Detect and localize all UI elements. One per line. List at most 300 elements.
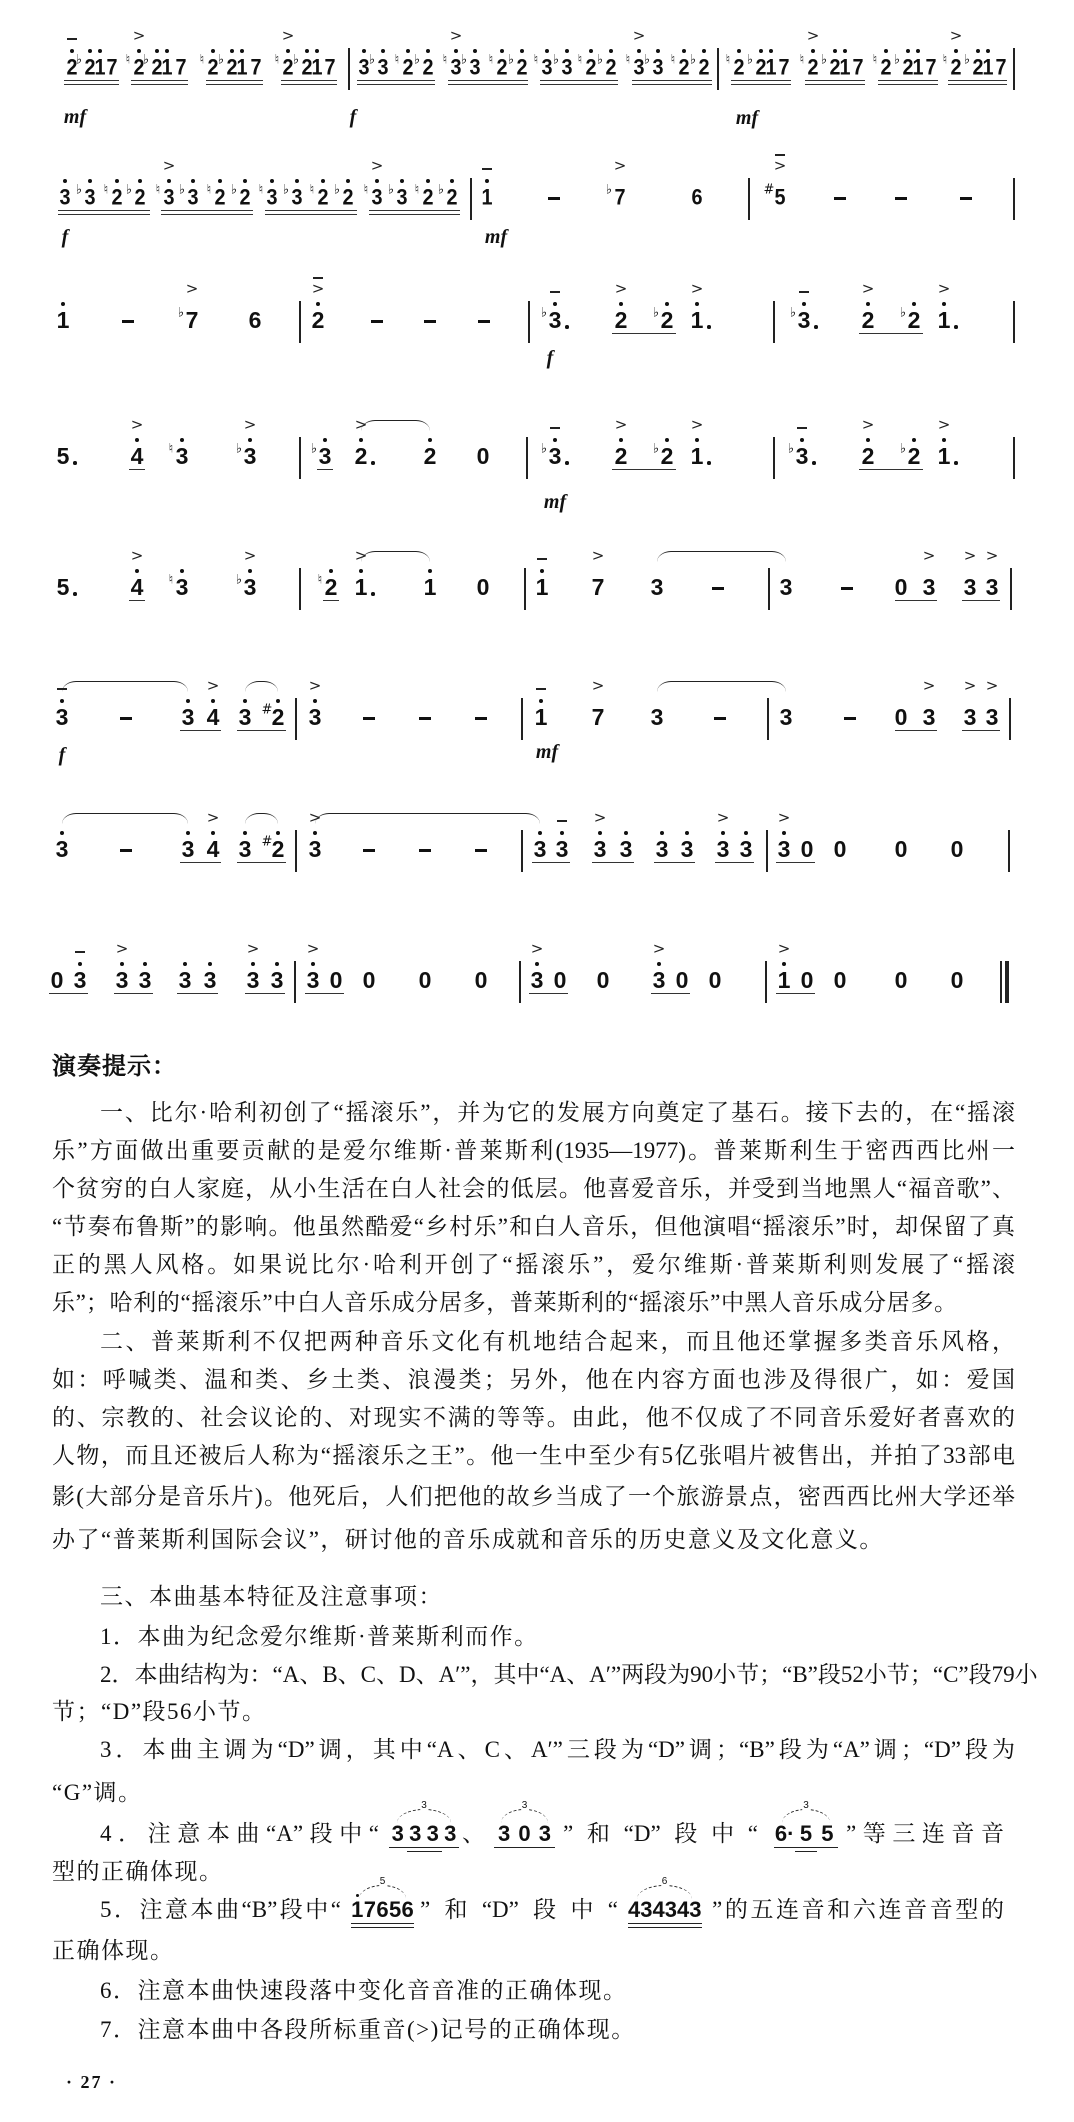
high-octave-dot xyxy=(218,179,222,183)
note-digit: 3 xyxy=(308,704,322,731)
paragraph-2-line: 如：呼喊类、温和类、乡土类、浪漫类；另外，他在内容方面也涉及得很广，如：爱国 xyxy=(52,1367,1015,1392)
note-digit: 2 xyxy=(605,54,617,80)
paragraph-1-line: 个贫穷的白人家庭，从小生活在白人社会的低层。他喜爱音乐，并受到当地黑人“福音歌”、 xyxy=(52,1176,1015,1201)
note-digit: 3 xyxy=(680,836,694,863)
duration-underline xyxy=(776,993,815,994)
note-digit: 3 xyxy=(203,967,217,994)
list-item-4-cont: 型的正确体现。 xyxy=(52,1859,224,1884)
high-octave-dot xyxy=(560,831,564,835)
note-digit: 2 xyxy=(214,184,226,210)
high-octave-dot xyxy=(211,831,215,835)
accent-mark-icon: > xyxy=(937,279,951,298)
accent-mark-icon: > xyxy=(937,415,951,434)
high-octave-dot xyxy=(191,179,195,183)
natural-icon: ♮ xyxy=(942,52,948,68)
high-octave-dot xyxy=(782,831,786,835)
note-digit: 2 xyxy=(861,443,875,470)
duration-underline xyxy=(776,862,815,863)
barline xyxy=(1013,178,1015,220)
note-digit: 0 xyxy=(833,836,847,863)
note-digit: 2 xyxy=(660,443,674,470)
tuplet-note: 4 xyxy=(677,1897,690,1922)
duration-underline xyxy=(369,210,460,211)
dash-mark xyxy=(120,849,132,852)
list-item-6: 6．注意本曲快速段落中变化音音准的正确体现。 xyxy=(100,1978,628,2003)
note-digit: 1 xyxy=(535,574,549,601)
high-octave-dot xyxy=(619,438,623,442)
high-octave-dot xyxy=(286,49,290,53)
duration-underline xyxy=(651,993,690,994)
duration-underline xyxy=(245,993,285,994)
accent-mark-icon: > xyxy=(593,808,607,827)
duration-underline xyxy=(805,84,865,85)
high-octave-dot xyxy=(802,302,806,306)
note-digit: 1 xyxy=(765,54,777,80)
augmentation-dot xyxy=(707,461,711,465)
flat-icon: ♭ xyxy=(963,52,971,68)
high-octave-dot xyxy=(473,49,477,53)
natural-icon: ♮ xyxy=(670,52,676,68)
high-octave-dot xyxy=(942,438,946,442)
note-digit: 0 xyxy=(50,967,64,994)
note-digit: 0 xyxy=(894,967,908,994)
note-digit: 2 xyxy=(282,54,294,80)
note-digit: 1 xyxy=(56,307,70,334)
note-digit: 0 xyxy=(476,443,490,470)
dynamic-mark: mf xyxy=(543,491,567,513)
tuplet-note: 6· xyxy=(774,1821,795,1846)
note-digit: 2 xyxy=(423,443,437,470)
barline xyxy=(1013,48,1015,90)
high-octave-dot xyxy=(135,569,139,573)
paragraph-1-line: 乐”；哈利的“摇滚乐”中白人音乐成分居多，普莱斯利的“摇滚乐”中黑人音乐成分居多。 xyxy=(52,1290,957,1315)
barline xyxy=(295,830,297,872)
note-digit: 3 xyxy=(779,574,793,601)
note-digit: 2 xyxy=(972,54,984,80)
note-digit: 0 xyxy=(800,967,814,994)
accent-mark-icon: > xyxy=(985,546,999,565)
high-octave-dot xyxy=(545,49,549,53)
note-digit: 2 xyxy=(733,54,745,80)
note-digit: 3 xyxy=(243,443,257,470)
dynamic-mark: f xyxy=(58,744,66,766)
high-octave-dot xyxy=(243,831,247,835)
note-digit: 7 xyxy=(995,54,1007,80)
note-digit: 3 xyxy=(396,184,408,210)
flat-icon: ♭ xyxy=(652,305,660,321)
accent-mark-icon: > xyxy=(243,546,257,565)
list-item-7: 7．注意本曲中各段所标重音(>)记号的正确体现。 xyxy=(100,2017,636,2042)
note-digit: 3 xyxy=(469,54,481,80)
note-digit: 3 xyxy=(181,836,195,863)
note-digit: 3 xyxy=(795,443,809,470)
triplet-figure xyxy=(774,1800,838,1849)
duration-underline xyxy=(859,333,923,334)
paragraph-2-line: 人物，而且还被后人称为“摇滚乐之王”。他一生中至少有5亿张唱片被售出，并拍了33部电 xyxy=(52,1443,1015,1468)
augmentation-dot xyxy=(814,325,818,329)
note-digit: 1 xyxy=(937,443,951,470)
note-digit: 4 xyxy=(206,836,220,863)
tenuto-mark xyxy=(550,291,560,293)
high-octave-dot xyxy=(426,49,430,53)
high-octave-dot xyxy=(759,49,763,53)
flat-icon: ♭ xyxy=(596,52,604,68)
note-digit: 3 xyxy=(238,704,252,731)
note-digit: 1 xyxy=(236,54,248,80)
paragraph-1-line: “节奏布鲁斯”的影响。他虽然酷爱“乡村乐”和白人音乐，但他演唱“摇滚乐”时，却保留了真 xyxy=(52,1214,1015,1239)
note-digit: 3 xyxy=(243,574,257,601)
note-digit: 2 xyxy=(755,54,767,80)
natural-icon: ♮ xyxy=(533,52,539,68)
note-digit: 2 xyxy=(614,307,628,334)
high-octave-dot xyxy=(866,302,870,306)
note-digit: 5 xyxy=(774,184,786,210)
note-digit: 2 xyxy=(133,54,145,80)
flat-icon: ♭ xyxy=(142,52,150,68)
accent-mark-icon: > xyxy=(963,676,977,695)
high-octave-dot xyxy=(866,438,870,442)
high-octave-dot xyxy=(135,438,139,442)
high-octave-dot xyxy=(450,179,454,183)
barline xyxy=(470,178,472,220)
note-digit: 0 xyxy=(708,967,722,994)
high-octave-dot xyxy=(426,179,430,183)
high-octave-dot xyxy=(208,962,212,966)
high-octave-dot xyxy=(270,179,274,183)
note-digit: 2 xyxy=(907,307,921,334)
note-digit: 0 xyxy=(474,967,488,994)
high-octave-dot xyxy=(520,49,524,53)
accent-mark-icon: > xyxy=(206,676,220,695)
note-digit: 3 xyxy=(593,836,607,863)
accent-mark-icon: > xyxy=(632,26,646,45)
high-octave-dot xyxy=(305,49,309,53)
note-digit: 2 xyxy=(239,184,251,210)
note-digit: 3 xyxy=(318,443,332,470)
note-digit: 2 xyxy=(614,443,628,470)
tuplet-note: 5 xyxy=(817,1821,838,1848)
high-octave-dot xyxy=(88,49,92,53)
note-digit: 1 xyxy=(937,307,951,334)
high-octave-dot xyxy=(275,962,279,966)
note-digit: 2 xyxy=(111,184,123,210)
barline xyxy=(295,698,297,740)
tuplet-note: 5 xyxy=(795,1821,816,1848)
dash-mark xyxy=(475,849,487,852)
tuplet-note: 3 xyxy=(535,1821,555,1848)
barline xyxy=(1008,830,1010,872)
note-digit: 2 xyxy=(446,184,458,210)
sharp-icon: # xyxy=(261,702,273,718)
high-octave-dot xyxy=(243,179,247,183)
high-octave-dot xyxy=(589,49,593,53)
duration-underline xyxy=(58,214,150,215)
duration-underline xyxy=(64,80,119,81)
high-octave-dot xyxy=(535,962,539,966)
barline xyxy=(717,48,719,90)
high-octave-dot xyxy=(321,179,325,183)
jianpu-score xyxy=(0,0,1074,1040)
sharp-icon: # xyxy=(261,834,273,850)
natural-icon: ♮ xyxy=(258,182,264,198)
note-digit: 0 xyxy=(418,967,432,994)
dynamic-mark: f xyxy=(349,106,357,128)
note-digit: 3 xyxy=(358,54,370,80)
note-digit: 2 xyxy=(84,54,96,80)
note-digit: 2 xyxy=(271,704,285,731)
slur-tie xyxy=(657,681,786,693)
slur-tie xyxy=(62,681,188,693)
note-digit: 3 xyxy=(450,54,462,80)
note-digit: 1 xyxy=(777,967,791,994)
natural-icon: ♮ xyxy=(103,182,109,198)
accent-mark-icon: > xyxy=(949,26,963,45)
duration-underline xyxy=(206,84,263,85)
note-digit: 4 xyxy=(130,443,144,470)
high-octave-dot xyxy=(248,569,252,573)
flat-icon: ♭ xyxy=(177,305,185,321)
note-digit: 2 xyxy=(516,54,528,80)
note-digit: 0 xyxy=(596,967,610,994)
natural-icon: ♮ xyxy=(394,52,400,68)
dash-mark xyxy=(122,320,134,323)
high-octave-dot xyxy=(243,699,247,703)
accent-mark-icon: > xyxy=(614,279,628,298)
high-octave-dot xyxy=(60,699,64,703)
duration-underline xyxy=(357,84,435,85)
section-3-title: 三、本曲基本特征及注意事项： xyxy=(100,1584,443,1609)
slur-tie xyxy=(361,420,430,432)
note-digit: 1 xyxy=(423,574,437,601)
duration-underline xyxy=(592,862,634,863)
tenuto-mark xyxy=(799,291,809,293)
flat-icon: ♭ xyxy=(413,52,421,68)
tenuto-mark xyxy=(557,820,567,822)
tenuto-mark xyxy=(550,427,560,429)
note-digit: 7 xyxy=(778,54,790,80)
list-item-4-text: ”和“D”段中“ xyxy=(563,1821,758,1846)
high-octave-dot xyxy=(295,179,299,183)
barline xyxy=(765,961,767,1003)
flat-icon: ♭ xyxy=(437,182,445,198)
note-digit: 6 xyxy=(691,184,703,210)
note-digit: 3 xyxy=(55,704,69,731)
note-digit: 0 xyxy=(950,967,964,994)
dash-mark xyxy=(371,320,383,323)
high-octave-dot xyxy=(884,49,888,53)
augmentation-dot xyxy=(371,461,375,465)
list-item-3: 3．本曲主调为“D”调，其中“A、C、A′”三段为“D”调；“B”段为“A”调；“D”段为 xyxy=(100,1737,1015,1762)
accent-mark-icon: > xyxy=(773,156,787,175)
barline xyxy=(766,830,768,872)
accent-mark-icon: > xyxy=(690,415,704,434)
note-digit: 1 xyxy=(161,54,173,80)
note-digit: 2 xyxy=(698,54,710,80)
note-digit: 3 xyxy=(115,967,129,994)
dash-mark xyxy=(419,717,431,720)
high-octave-dot xyxy=(685,831,689,835)
natural-icon: ♮ xyxy=(725,52,731,68)
high-octave-dot xyxy=(744,831,748,835)
note-digit: 3 xyxy=(777,836,791,863)
note-digit: 5 xyxy=(56,574,70,601)
note-digit: 5 xyxy=(56,443,70,470)
duration-underline xyxy=(731,84,791,85)
tuplet-note: 4 xyxy=(628,1897,641,1922)
note-digit: 2 xyxy=(134,184,146,210)
high-octave-dot xyxy=(428,438,432,442)
tenuto-mark xyxy=(537,558,547,560)
accent-mark-icon: > xyxy=(281,26,295,45)
barline xyxy=(1013,437,1015,479)
high-octave-dot xyxy=(167,179,171,183)
note-digit: 3 xyxy=(163,184,175,210)
note-digit: 3 xyxy=(650,574,664,601)
note-digit: 3 xyxy=(187,184,199,210)
paragraph-2-line: 影(大部分是音乐片)。他死后，人们把他的故乡当成了一个旅游景点，密西西比州大学还举 xyxy=(52,1484,1015,1509)
tuplet-note: 3 xyxy=(389,1821,407,1848)
list-item-1: 1．本曲为纪念爱尔维斯·普莱斯利而作。 xyxy=(100,1624,539,1649)
high-octave-dot xyxy=(976,49,980,53)
high-octave-dot xyxy=(316,302,320,306)
list-item-5-text: 5．注意本曲“B”段中“ xyxy=(100,1897,341,1922)
flat-icon: ♭ xyxy=(552,52,560,68)
dash-mark xyxy=(895,197,907,200)
high-octave-dot xyxy=(800,438,804,442)
duration-underline xyxy=(323,600,339,601)
note-digit: 3 xyxy=(533,836,547,863)
flat-icon: ♭ xyxy=(789,305,797,321)
flat-icon: ♭ xyxy=(292,52,300,68)
high-octave-dot xyxy=(78,962,82,966)
flat-icon: ♭ xyxy=(460,52,468,68)
high-octave-dot xyxy=(276,831,280,835)
note-digit: 3 xyxy=(73,967,87,994)
tuplet-note: 6 xyxy=(376,1897,389,1922)
note-digit: 3 xyxy=(270,967,284,994)
barline xyxy=(294,961,296,1003)
dash-mark xyxy=(419,849,431,852)
duration-underline xyxy=(448,80,528,81)
high-octave-dot xyxy=(323,438,327,442)
accent-mark-icon: > xyxy=(591,676,605,695)
high-octave-dot xyxy=(276,699,280,703)
high-octave-dot xyxy=(186,831,190,835)
tuplet-note: 4 xyxy=(652,1897,665,1922)
natural-icon: ♮ xyxy=(317,572,323,588)
note-digit: 2 xyxy=(151,54,163,80)
accent-mark-icon: > xyxy=(162,156,176,175)
flat-icon: ♭ xyxy=(643,52,651,68)
high-octave-dot xyxy=(143,962,147,966)
note-digit: 3 xyxy=(555,836,569,863)
high-octave-dot xyxy=(70,49,74,53)
tenuto-mark xyxy=(482,168,492,170)
note-digit: 3 xyxy=(530,967,544,994)
tuplet-number: 3 xyxy=(803,1800,809,1811)
dash-mark xyxy=(714,717,726,720)
note-digit: 2 xyxy=(880,54,892,80)
augmentation-dot xyxy=(371,592,375,596)
natural-icon: ♮ xyxy=(442,52,448,68)
duration-underline xyxy=(532,862,570,863)
paragraph-2-line: 二、普莱斯利不仅把两种音乐文化有机地结合起来，而且他还掌握多类音乐风格， xyxy=(100,1329,1015,1354)
note-digit: 3 xyxy=(985,704,999,731)
sharp-icon: # xyxy=(763,182,775,198)
accent-mark-icon: > xyxy=(985,676,999,695)
duration-underline xyxy=(448,84,528,85)
high-octave-dot xyxy=(539,699,543,703)
high-octave-dot xyxy=(737,49,741,53)
accent-mark-icon: > xyxy=(861,415,875,434)
note-digit: 2 xyxy=(907,443,921,470)
high-octave-dot xyxy=(211,49,215,53)
high-octave-dot xyxy=(186,699,190,703)
note-digit: 2 xyxy=(342,184,354,210)
note-digit: 3 xyxy=(291,184,303,210)
note-digit: 1 xyxy=(94,54,106,80)
dynamic-mark: mf xyxy=(735,107,759,129)
note-digit: 0 xyxy=(894,836,908,863)
tuplet-number: 5 xyxy=(379,1876,386,1887)
tenuto-mark xyxy=(797,427,807,429)
high-octave-dot xyxy=(912,302,916,306)
dash-mark xyxy=(478,320,490,323)
natural-icon: ♮ xyxy=(488,52,494,68)
note-digit: 3 xyxy=(797,307,811,334)
note-digit: 3 xyxy=(633,54,645,80)
flat-icon: ♭ xyxy=(75,182,83,198)
note-digit: 3 xyxy=(963,574,977,601)
note-digit: 3 xyxy=(175,574,189,601)
note-digit: 7 xyxy=(324,54,336,80)
duration-underline xyxy=(161,210,253,211)
duration-underline xyxy=(948,80,1007,81)
high-octave-dot xyxy=(183,962,187,966)
tuplet-note: 3 xyxy=(442,1821,460,1848)
flat-icon: ♭ xyxy=(540,305,548,321)
note-digit: 2 xyxy=(402,54,414,80)
note-digit: 3 xyxy=(246,967,260,994)
tuplet-number: 3 xyxy=(521,1800,528,1811)
list-item-2-cont: 节；“D”段56小节。 xyxy=(52,1699,267,1724)
tenuto-mark xyxy=(775,154,785,156)
high-octave-dot xyxy=(598,831,602,835)
duration-underline xyxy=(540,80,618,81)
tenuto-mark xyxy=(536,688,546,690)
flat-icon: ♭ xyxy=(787,441,795,457)
high-octave-dot xyxy=(115,179,119,183)
list-item-5-text: ”和“D”段中“ xyxy=(420,1897,618,1922)
dash-mark xyxy=(363,849,375,852)
duration-underline xyxy=(161,214,253,215)
slur-tie xyxy=(361,551,430,563)
barline xyxy=(773,301,775,343)
accent-mark-icon: > xyxy=(243,415,257,434)
natural-icon: ♮ xyxy=(309,182,315,198)
high-octave-dot xyxy=(538,831,542,835)
note-digit: 3 xyxy=(175,443,189,470)
high-octave-dot xyxy=(313,699,317,703)
paragraph-2-line: 办了“普莱斯利国际会议”，研讨他的音乐成就和音乐的历史意义及文化意义。 xyxy=(52,1527,884,1552)
accent-mark-icon: > xyxy=(132,26,146,45)
dash-mark xyxy=(363,717,375,720)
tuplet-number: 6 xyxy=(661,1876,668,1887)
flat-icon: ♭ xyxy=(75,52,83,68)
natural-icon: ♮ xyxy=(625,52,631,68)
note-digit: 3 xyxy=(541,54,553,80)
note-digit: 3 xyxy=(308,836,322,863)
